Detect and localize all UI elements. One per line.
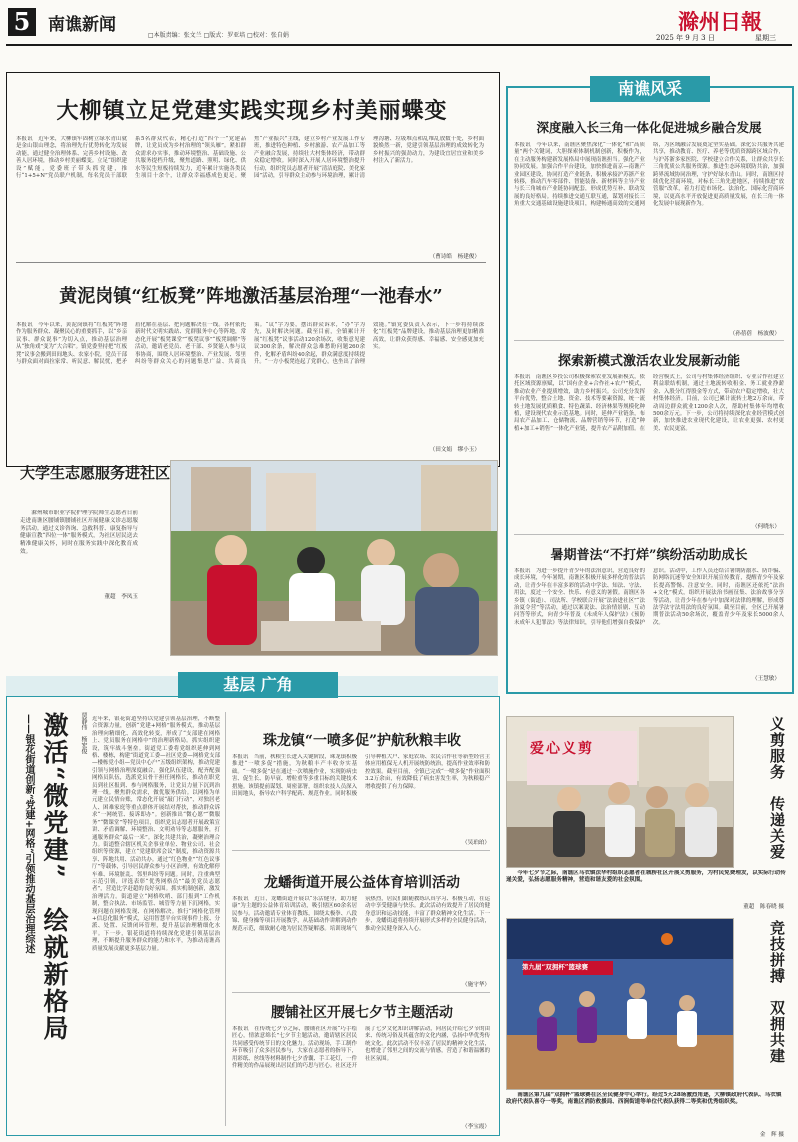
a6-headline: 龙蟠街道开展公益体育培训活动 — [264, 875, 460, 891]
a4-kicker: 基层 广角 — [178, 672, 338, 698]
photo1-credit: 董超 陈春晓 摄 — [743, 904, 784, 910]
b3-body: 本报讯 为进一步提升青少年的法治意识，营造良好的成长环境，今年暑期，南谯区积极开展多样化的普法活动，让青少年在丰富多彩的活动中学法、知法、守法、用法，度过一个安全、快乐、有意义的暑假。南谯区各乡镇（街道）、司法所、学校联合开展“法治进社区”“法治夏令营”等活动，通过以案说法、法治情景剧、互动问答等形式，向青少年普及《未成年人保护法》《预防未成年人犯罪法》等法律知识，引导他们增强自我保护意识。活动中，工作人员还结合暑期防溺水、防诈骗、防网络沉迷等安全知识开展宣传教育，提醒青少年及家长提高警惕、注意安全。同时，南谯区还依托“法治+文化”模式，组织开展法治书画征集、法治故事分享等活动，让青少年在参与中加深对法律的理解，形成尊法学法守法用法的良好氛围。截至目前，全区已开展暑期普法活动50余场次，覆盖青少年及家长5000余人次。 — [514, 568, 784, 626]
a2-body: 本报讯 今年以来，黄泥岗镇将“红板凳”阵地作为服务群众、凝聚民心的重要抓手，以“乡亲议事、群众说事”为切入点，推动基层治理从“独角戏”变为“大合唱”。镇党委坚持把“红板凳”议事会搬到田间地头、农家小院，党员干部与群众面对面拉家常、听民意、解民忧，把矛盾化解在基层、把问题解决在一线。各村依托新时代文明实践站、党群服务中心等阵地，常态化开展“板凳课堂”“板凳议事”“板凳调解”等活动，邀请老党员、老干部、乡贤能人参与议事协商，围绕人居环境整治、产业发展、邻里纠纷等群众关心的问题集思广益、共商良策。“议”字为要，摆出群众诉求，“办”字为先，及时解决问题。截至目前，全镇累计开展“红板凳”议事活动120余场次，收集意见建议300余条，解决群众急难愁盼问题260余件，化解矛盾纠纷40余起，群众满意度持续提升。“一方小板凳连起了党群心，也坐出了治理效能。”镇党委负责人表示，下一步将持续深化“红板凳”品牌建设，推动基层治理更加精准高效，让群众获得感、幸福感、安全感更加充实。 — [16, 322, 484, 366]
photo2-caption: 南谯区第九届“双拥杯”篮球赛在区全民健身中心举行。经过5天28场激烈角逐，大柳镇政府代表队、乌衣镇政府代表队喜夺一等奖，南谯区消防救援局、西涧街道等单位代表队获得二等奖和优秀组织奖。 — [506, 1092, 782, 1106]
a5-credit: （吴珀珀） — [462, 840, 490, 846]
b2-credit: （何晓东） — [752, 524, 780, 530]
a4-body: 近年来，银花街道坚持以党建引领基层治理，不断整合资源力量，创新“党建+网格”服务模式，推动基层治理向精细化、高效化转变，形成了“支部建在网格上、党员服务在网格中”的治理新格局。抓实组织建设，筑牢战斗堡垒。街道党工委将党组织延伸到网格、楼栋，构建“街道党工委—社区党委—网格党支部—楼栋党小组—党员中心户”五级组织架构，推动党建引领与网格治理深度融合。强化队伍建设，配齐配强网格员队伍，选派党员骨干担任网格长，推动在职党员到社区报到、参与网格服务，让党员力量下沉到治理一线。聚焦群众需求，做优服务供给。以网格为单元建立民情台账，常态化开展“敲门行动”，对独居老人、困难家庭等重点群体开展结对帮扶，推动群众诉求“一网统管、接诉即办”。创新推出“微心愿”“微服务”“微课堂”等特色项目，组织党员志愿者开展政策宣讲、矛盾调解、环境整治、文明劝导等志愿服务，打通服务群众“最后一米”。深化共建共治，凝聚治理合力。街道整合辖区机关企事业单位、物业公司、社会组织等资源，建立“党建联席会议”制度，推动资源共享、阵地共用、活动共办。通过“红色物业”“红色议事厅”等载体，引导居民群众参与小区治理，有效化解停车难、环境脏乱、邻里纠纷等问题。同时，注重典型示范引领，评选表彰“优秀网格员”“最美党员志愿者”，营造比学赶超的良好氛围。抓实机制创新，激发治理活力。街道建立“网格吹哨、部门报到”工作机制，整合执法、市场监管、城管等力量下沉网格，实现问题在网格发现、在网格解决。推行“网格化管理+信息化服务”模式，运用智慧平台实现事件上报、分派、处置、反馈闭环管理，提升基层治理精细化水平。下一步，银花街道将持续深化党建引领基层治理，不断提升服务群众的能力和水平，为推动南谯高质量发展贡献更多基层力量。 — [92, 716, 220, 952]
divider — [232, 992, 490, 993]
a3-caption: 滁州城市职业学院护理学院师生志愿者日前走进南谯区腰铺镇腰铺社区开展健康义诊志愿服务活动。通过义诊咨询、急救科普、康复指导与健康宣教“四位一体”服务模式，为社区居民送去精准健康关怀，同时在服务实践中深化教育成效。 — [20, 510, 138, 555]
photo2-credit: 金 辉 摄 — [759, 1132, 784, 1138]
photo1-side-title: 义剪服务 传递关爱 — [768, 716, 786, 860]
a7-headline: 腰铺社区开展七夕节主题活动 — [271, 1005, 453, 1021]
a7-body: 本报讯 在传统七夕节之际，腰铺社区开展“巧手绘匠心，情浓意绵长”七夕节主题活动，邀请辖区居民共同感受传统节日的文化魅力。活动现场，手工制作环节吸引了众多居民参与，大家在志愿者的指导下，用彩纸、丝线等材料制作七夕香囊、手工花灯，一件件精美的作品展现出居民们的巧思与匠心。社区还开展了七夕文化知识讲解活动，向居民介绍七夕节的由来、传统习俗及其蕴含的文化内涵，弘扬中华优秀传统文化。此次活动不仅丰富了居民的精神文化生活，也增进了邻里之间的交流与情感，营造了和谐温馨的社区氛围。 — [232, 1026, 490, 1070]
b2-body: 本报讯 南谯区乡投公司积极探索农业发展新模式，依托区域资源禀赋，以“国有企业+合作社+农户”模式，推动农业产业提质增效，助力乡村振兴。公司充分发挥平台优势，整合土地、资金、技术等要素资源，统一流转土地发展优质粮食、特色蔬菜、经济林果等规模化种植，建设现代农业示范基地。同时，延伸产业链条，布局农产品加工、仓储物流、品牌营销等环节，打造“种植+加工+销售”一体化产业链，提升农产品附加值。在经营模式上，公司与村集体经济组织、专业合作社建立利益联结机制，通过土地流转收租金、务工就业挣薪金、入股分红得股金等方式，带动农户稳定增收，壮大村集体经济。目前，公司已累计流转土地2万余亩，带动周边群众就业1200余人次，帮助村集体年均增收500余万元。下一步，公司将持续深化农业经营模式创新，加快推进农业现代化建设，让农业更强、农村更美、农民更富。 — [514, 374, 784, 432]
right-banner: 南谯风采 — [590, 76, 710, 102]
haircut-banner-text: 爱心义剪 — [530, 741, 594, 757]
newspaper-logo: 滁州日報 — [678, 9, 762, 34]
basketball-photo — [506, 918, 734, 1090]
b3-credit: （王慧敏） — [752, 676, 780, 682]
header-rule — [6, 44, 792, 46]
a2-credit: （田文娟 缪小玉） — [429, 447, 480, 453]
a4-deck: ——银花街道创新“党建+网格”引领推动基层治理综述 — [23, 714, 34, 954]
a6-body: 本报讯 近日，龙蟠街道开展以“乐活健身，助力健康”为主题的公益体育培训活动，吸引辖区60余名居民参与。活动邀请专业体育教练，围绕太极拳、八段锦、健身操等项目开展教学，从基础动作讲解到动作规范示范，细致耐心地为居民答疑解惑。培训现场气氛热烈，居民们跟随教练认真学习、积极互动，在运动中享受健康与快乐。此次活动有效提升了居民的健身意识和运动技能，丰富了群众精神文化生活。下一步，龙蟠街道将持续开展形式多样的全民健身活动，推动全民健身深入人心。 — [232, 896, 490, 932]
page-number: 5 — [8, 8, 36, 36]
a5-headline: 珠龙镇“一喷多促”护航秋粮丰收 — [262, 733, 462, 749]
a1-body: 本报讯 近年来，大柳镇牢固树立绿水青山就是金山银山理念，将治理先行优势转化为发展动能，通过健全治理体系、完善乡村设施、改善人居环境，推动乡村美丽蝶变。立足“组织建设”赋能，党委班子带头抓党建，推行“1+5+N”党员联户机制，每名党员干部联系5名群众代表，精心打造“四个一”党建品牌，让党员成为乡村治理的“领头雁”。紧扣群众需求办实事，推动环境整治、基础设施、公共服务提档升级，聚焦道路、照明、绿化、供水等民生短板持续发力，近年累计实施各类民生项目十余个，让群众幸福感成色更足。聚焦“产业振兴”主线，建立乡村产业发展工作专班，推进特色种植、乡村旅游、农产品加工等产业融合发展，持续壮大村集体经济，带动群众稳定增收。同时深入开展人居环境整治提升行动，组织党员志愿者开展“清洁庭院、美化家园”活动，引导群众主动参与环境治理，累计清理沟塘、垃圾堆点和乱堆乱放数十处，乡村面貌焕然一新，党建引领基层治理的成效转化为乡村振兴的强劲动力，为建设宜居宜业和美乡村注入了新活力。 — [16, 136, 484, 180]
a2-headline: 黄泥岗镇“红板凳”阵地激活基层治理“一池春水” — [59, 286, 443, 307]
divider — [514, 534, 784, 535]
a5-body: 本报讯 当前，秋粮生长进入关键阶段，珠龙镇积极推进“一喷多促”措施，为秋粮丰产丰收夯实基础。“一喷多促”是在通过一次喷施作业，实现防病虫害、促生长、防早衰、增粒重等多重目标的关键技术措施。该镇提前谋划、周密部署，组织农技人员深入田间地头，指导农户科学配药、规范作业。同时积极引导种植大户、家庭农场、农民合作社等新型经营主体应用植保无人机开展统防统治，提高作业效率和防控效果。截至目前，全镇已完成“一喷多促”作业面积3.2万余亩，有效降低了病虫害发生率，为秋粮稳产增收提供了有力保障。 — [232, 754, 490, 798]
photo2-side-title: 竞技拼搏 双拥共建 — [768, 920, 786, 1064]
volunteer-photo — [170, 460, 498, 656]
a4-byline: 贾静伟 杨宏俊 — [80, 712, 87, 754]
a4-headline: 激活“微党建” 绘就新格局 — [40, 712, 69, 1042]
b1-credit: （孙蓓蓓 杨波俊） — [729, 331, 780, 337]
b2-headline: 探索新模式激活农业发展新动能 — [557, 354, 740, 369]
basketball-banner-text: 第九届“双拥杯”篮球赛 — [522, 963, 588, 971]
divider — [514, 340, 784, 341]
b3-headline: 暑期普法“不打烊”缤纷活动助成长 — [550, 548, 748, 563]
a6-credit: （施守华） — [462, 982, 490, 988]
divider — [232, 850, 490, 851]
section-title: 南谯新闻 — [48, 15, 116, 35]
a3-credit: 董超 李凤玉 — [104, 594, 138, 600]
a4-col-rule — [225, 712, 226, 1126]
b1-headline: 深度融入长三角一体化促进城乡融合发展 — [536, 120, 762, 135]
a7-credit: （李宝霞） — [462, 1124, 490, 1130]
a1-headline: 大柳镇立足党建实践实现乡村美丽蝶变 — [56, 98, 448, 124]
b1-body: 本报讯 今年以来，南谯区聚焦深化“一体化”和“高质量”两个关键词，大胆探索体制机制创新，积极作为，在主动服务构建新发展格局中展现南谯担当。强化产业协同发展。加强合作平台建设，加快推进南京—南谯产业园区建设，协同打造产业链条，积极承接沪苏浙产业转移，推动汽车零部件、智能装备、新材料等主导产业与长三角城市产业链协同配套，形成优势互补、联动发展的良好格局。持续推进交通互联互通，谋划对接长三角重大交通基础设施建设项目，构建畅通高效的交通网络，为区域融合发展奠定坚实基础。深化公共服务共建共享，推动教育、医疗、养老等优质资源跨区域合作，与沪苏浙多家医院、学校建立合作关系，让群众共享长三角优质公共服务资源。推进生态环境联防共治，加强跨界流域协同治理，守护好绿水青山。同时，南谯区持续优化营商环境，对标长三角先进地区，持续推进“放管服”改革，着力打造市场化、法治化、国际化营商环境，以更高水平开放促进更高质量发展，在长三角一体化发展中展现新作为。 — [514, 142, 784, 208]
photo1-caption: 今年七夕节之际，南谯区乌衣镇法华村组织志愿者在城桥社区开展义剪服务，为村民免费理发，以实际行动传递关爱，弘扬志愿服务精神，营造和谐友爱的社会氛围。 — [506, 870, 786, 884]
a3-headline: 大学生志愿服务进社区 — [20, 464, 171, 482]
divider — [16, 262, 486, 263]
issue-date: 2025 年 9 月 3 日 — [656, 34, 715, 42]
weekday: 星期三 — [755, 34, 776, 42]
editor-line: □本版责编：张文兰 □版式：罗亚培 □校对：张自娟 — [148, 32, 289, 39]
a1-credit: （曹诗皓 杨建俊） — [429, 254, 480, 260]
